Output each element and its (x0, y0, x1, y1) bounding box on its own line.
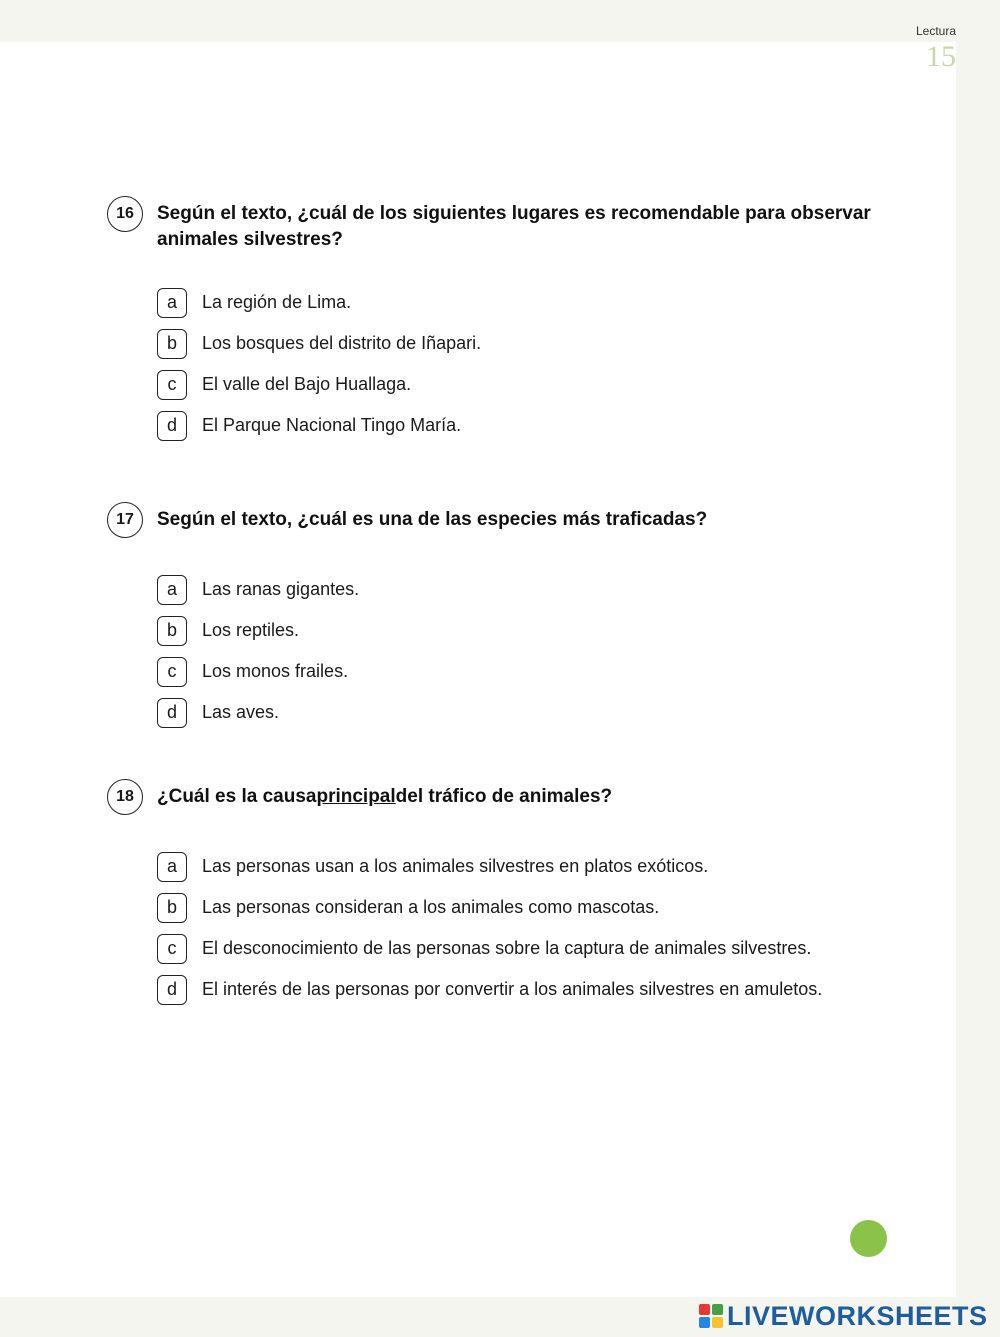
option-text: El Parque Nacional Tingo María. (202, 415, 462, 435)
option-letter-box[interactable]: b (157, 616, 187, 646)
question-number: 17 (107, 502, 143, 538)
green-dot-button[interactable] (850, 1220, 887, 1257)
option-letter-box[interactable]: d (157, 698, 187, 728)
option-text: Los reptiles. (202, 620, 300, 640)
option-text: El desconocimiento de las personas sobre la captura de animales silvestres. (202, 938, 812, 958)
option-letter-box[interactable]: c (157, 370, 187, 400)
option-text: Las aves. (202, 702, 280, 722)
right-margin-band (956, 0, 1000, 1337)
option-letter-box[interactable]: a (157, 852, 187, 882)
option-text: Las ranas gigantes. (202, 579, 360, 599)
option-c[interactable] (157, 928, 897, 969)
liveworksheets-brand (699, 1300, 988, 1332)
logo-square-green (712, 1304, 723, 1315)
option-b[interactable] (157, 323, 897, 364)
option-text: El valle del Bajo Huallaga. (202, 374, 412, 394)
question-emphasis: principal (316, 786, 396, 807)
option-b[interactable] (157, 610, 897, 651)
question-number: 16 (107, 196, 143, 232)
option-text: Las personas usan a los animales silvestres en platos exóticos. (202, 856, 709, 876)
logo-square-yellow (712, 1317, 723, 1328)
question-text: Según el texto, ¿cuál es una de las especies más traficadas? (157, 509, 708, 530)
option-letter-box[interactable]: c (157, 934, 187, 964)
option-list (157, 569, 897, 733)
option-d[interactable] (157, 405, 897, 446)
option-letter-box[interactable]: c (157, 657, 187, 687)
logo-square-blue (699, 1317, 710, 1328)
question-text-end: del tráfico de animales? (395, 786, 613, 807)
option-letter-box[interactable]: a (157, 288, 187, 318)
option-d[interactable] (157, 692, 897, 733)
option-text: Los bosques del distrito de Iñapari. (202, 333, 482, 353)
option-text: El interés de las personas por convertir a los animales silvestres en amuletos. (202, 979, 823, 999)
question-text-start: ¿Cuál es la causa (157, 786, 317, 807)
option-letter-box[interactable]: b (157, 893, 187, 923)
option-text: Los monos frailes. (202, 661, 349, 681)
option-text: La región de Lima. (202, 292, 352, 312)
top-band (0, 0, 1000, 42)
question-number: 18 (107, 779, 143, 815)
option-b[interactable] (157, 887, 897, 928)
option-letter-box[interactable]: a (157, 575, 187, 605)
page-number: 15 (926, 40, 956, 73)
option-letter-box[interactable]: d (157, 975, 187, 1005)
option-a[interactable] (157, 282, 897, 323)
option-letter-box[interactable]: d (157, 411, 187, 441)
option-list (157, 846, 897, 1010)
logo-square-red (699, 1304, 710, 1315)
option-a[interactable] (157, 569, 897, 610)
brand-name: LIVEWORKSHEETS (727, 1300, 988, 1331)
option-list (157, 282, 897, 446)
option-text: Las personas consideran a los animales como mascotas. (202, 897, 660, 917)
liveworksheets-logo-icon (699, 1304, 723, 1328)
option-c[interactable] (157, 651, 897, 692)
option-c[interactable] (157, 364, 897, 405)
question-text: Según el texto, ¿cuál de los siguientes lugares es recomendable para observar animales silvestres? (157, 203, 871, 250)
section-label: Lectura (915, 24, 956, 38)
option-letter-box[interactable]: b (157, 329, 187, 359)
option-d[interactable] (157, 969, 897, 1010)
option-a[interactable] (157, 846, 897, 887)
question-text (157, 784, 877, 810)
